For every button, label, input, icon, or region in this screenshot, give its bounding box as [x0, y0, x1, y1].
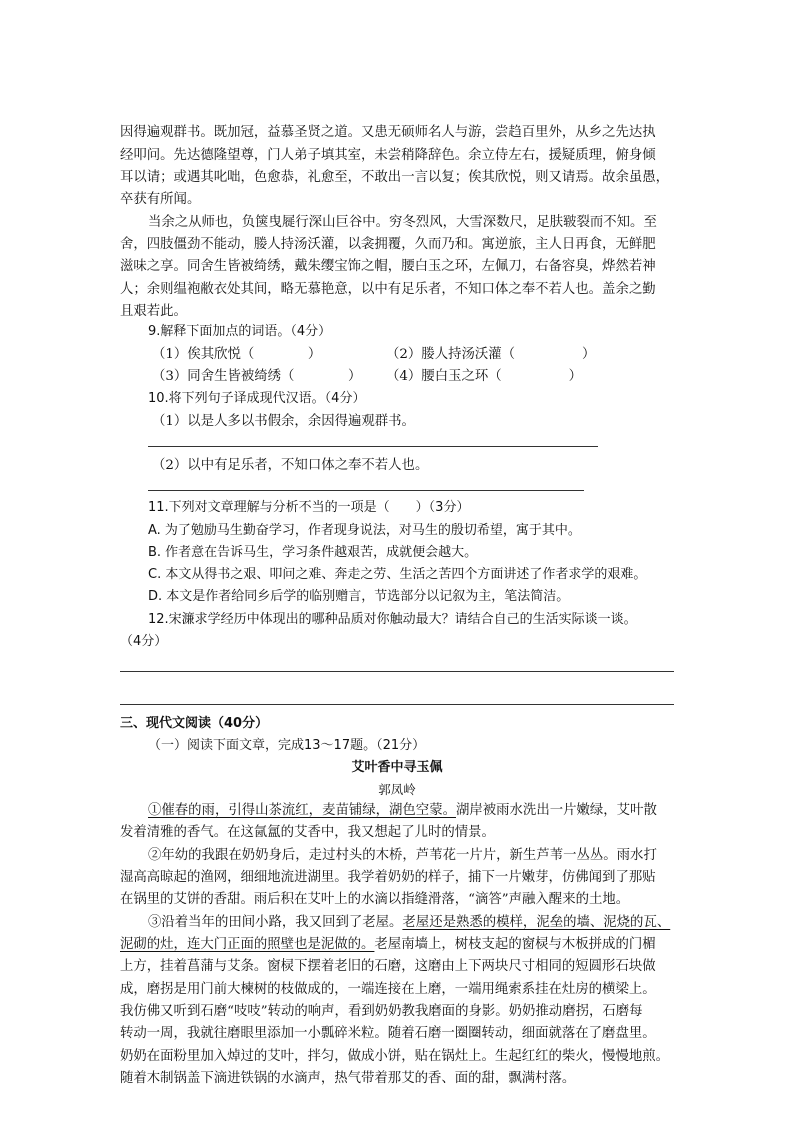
- article-paragraph-3-line: 我仿佛又听到石磨“吱吱”转动的响声，看到奶奶教我磨面的身影。奶奶推动磨拐，石磨每: [120, 1004, 643, 1019]
- article-paragraph-3-line: 随着木制锅盖下滴进铁锅的水滴声，热气带着那艾的香、面的甜，飘满村落。: [120, 1071, 576, 1086]
- article-paragraph-3-line: 泥砌的灶，连大门正面的照壁也是泥做的。老屋南墙上，树枝支起的窗棂与木板拼成的门楣: [120, 937, 656, 952]
- article-paragraph-2-line: ②年幼的我跟在奶奶身后，走过村头的木桥，芦苇花一片片，新生芦苇一丛丛。雨水打: [148, 848, 657, 863]
- article-paragraph-1-line: 发着清雅的香气。在这氤氲的艾香中，我又想起了儿时的情景。: [120, 825, 495, 840]
- article-paragraph-3-line: 奶奶在面粉里加入焯过的艾叶，拌匀，做成小饼，贴在锅灶上。生起红红的柴火，慢慢地煎。: [120, 1049, 670, 1064]
- passage-line: 因得遍观群书。既加冠，益慕圣贤之道。又患无硕师名人与游，尝趋百里外，从乡之先达执: [120, 125, 656, 140]
- question-9-item-4: （4）腰白玉之环（ ）: [386, 369, 582, 384]
- article-paragraph-2-line: 在锅里的艾饼的香甜。雨后积在艾叶上的水滴以指缝滑落，“滴答”声融入醒来的土地。: [120, 892, 630, 907]
- section-heading: 三、现代文阅读（40分）: [120, 716, 269, 731]
- question-11-option-c: C. 本文从得书之艰、叩问之难、奔走之劳、生活之苦四个方面讲述了作者求学的艰难。: [148, 567, 647, 582]
- passage-line: 人；余则缊袍敝衣处其间，略无慕艳意，以中有足乐者，不知口体之奉不若人也。盖余之勤: [120, 282, 656, 297]
- question-11-option-d: D. 本文是作者给同乡后学的临别赠言，节选部分以记叙为主，笔法简洁。: [148, 589, 570, 604]
- passage-line: 滋味之享。同舍生皆被绮绣，戴朱缨宝饰之帽，腰白玉之环，左佩刀，右备容臭，烨然若神: [120, 259, 656, 274]
- article-paragraph-3-line: ③沿着当年的田间小路，我又回到了老屋。老屋还是熟悉的模样，泥垒的墙、泥烧的瓦、: [148, 915, 671, 930]
- question-11-stem: 11.下列对文章理解与分析不当的一项是（ ）（3分）: [148, 500, 470, 515]
- question-12-score: （4分）: [120, 634, 168, 649]
- passage-line: 耳以请；或遇其叱咄，色愈恭，礼愈至，不敢出一言以复；俟其欣悦，则又请焉。故余虽愚，: [120, 170, 670, 185]
- article-paragraph-3-line: 上方，挂着菖蒲与艾条。窗棂下摆着老旧的石磨，这磨由上下两块尺寸相同的短圆形石块做: [120, 959, 656, 974]
- underlined-sentence: 老屋还是熟悉的模样，泥垒的墙、泥烧的瓦、: [402, 915, 671, 930]
- answer-line: [148, 446, 598, 447]
- underlined-sentence: 泥砌的灶，连大门正面的照壁也是泥做的。: [120, 937, 375, 952]
- article-title: 艾叶香中寻玉佩: [351, 760, 443, 775]
- answer-line: [120, 704, 674, 705]
- underlined-sentence: ①催春的雨，引得山茶流红，麦苗铺绿，湖色空蒙。: [148, 803, 456, 818]
- answer-line: [148, 490, 584, 491]
- answer-line: [120, 671, 674, 672]
- section-subheading: （一）阅读下面文章，完成13～17题。（21分）: [148, 738, 426, 753]
- passage-line: 且艰若此。: [120, 304, 187, 319]
- article-paragraph-2-line: 湿高高晾起的渔网，细细地流进湖里。我学着奶奶的样子，捕下一片嫩芽，仿佛闻到了那贴: [120, 870, 656, 885]
- question-9-stem: 9.解释下面加点的词语。（4分）: [148, 324, 332, 339]
- question-10-sentence-1: （1）以是人多以书假余，余因得遍观群书。: [152, 414, 415, 429]
- question-9-item-1: （1）俟其欣悦（ ）: [152, 347, 322, 362]
- passage-line: 经叩问。先达德隆望尊，门人弟子填其室，未尝稍降辞色。余立侍左右，援疑质理，俯身倾: [120, 148, 656, 163]
- question-11-option-a: A. 为了勉励马生勤奋学习，作者现身说法，对马生的殷切希望，寓于其中。: [148, 523, 581, 538]
- article-paragraph-1-line: ①催春的雨，引得山茶流红，麦苗铺绿，湖色空蒙。湖岸被雨水洗出一片嫩绿，艾叶散: [148, 803, 657, 818]
- passage-line: 当余之从师也，负箧曳屣行深山巨谷中。穷冬烈风，大雪深数尺，足肤皲裂而不知。至: [148, 215, 657, 230]
- question-10-stem: 10.将下列句子译成现代汉语。（4分）: [148, 391, 366, 406]
- question-11-option-b: B. 作者意在告诉马生，学习条件越艰苦，成就便会越大。: [148, 545, 478, 560]
- passage-line: 卒获有所闻。: [120, 192, 201, 207]
- question-10-sentence-2: （2）以中有足乐者，不知口体之奉不若人也。: [152, 458, 429, 473]
- article-paragraph-3-line: 成，磨拐是用门前大楝树的枝做成的，一端连接在上磨，一端用绳索系挂在灶房的横梁上。: [120, 982, 656, 997]
- question-12-stem: 12.宋濂求学经历中体现出的哪种品质对你触动最大？请结合自己的生活实际谈一谈。: [148, 612, 637, 627]
- article-author: 郭凤岭: [378, 782, 416, 797]
- question-9-item-2: （2）媵人持汤沃灌（ ）: [386, 347, 596, 362]
- article-paragraph-3-line: 转动一周，我就往磨眼里添加一小瓢碎米粒。随着石磨一圈圈转动，细面就落在了磨盘里。: [120, 1026, 656, 1041]
- passage-line: 舍，四肢僵劲不能动，媵人持汤沃灌，以衾拥覆，久而乃和。寓逆旅，主人日再食，无鲜肥: [120, 237, 656, 252]
- question-9-item-3: （3）同舍生皆被绮绣（ ）: [152, 369, 362, 384]
